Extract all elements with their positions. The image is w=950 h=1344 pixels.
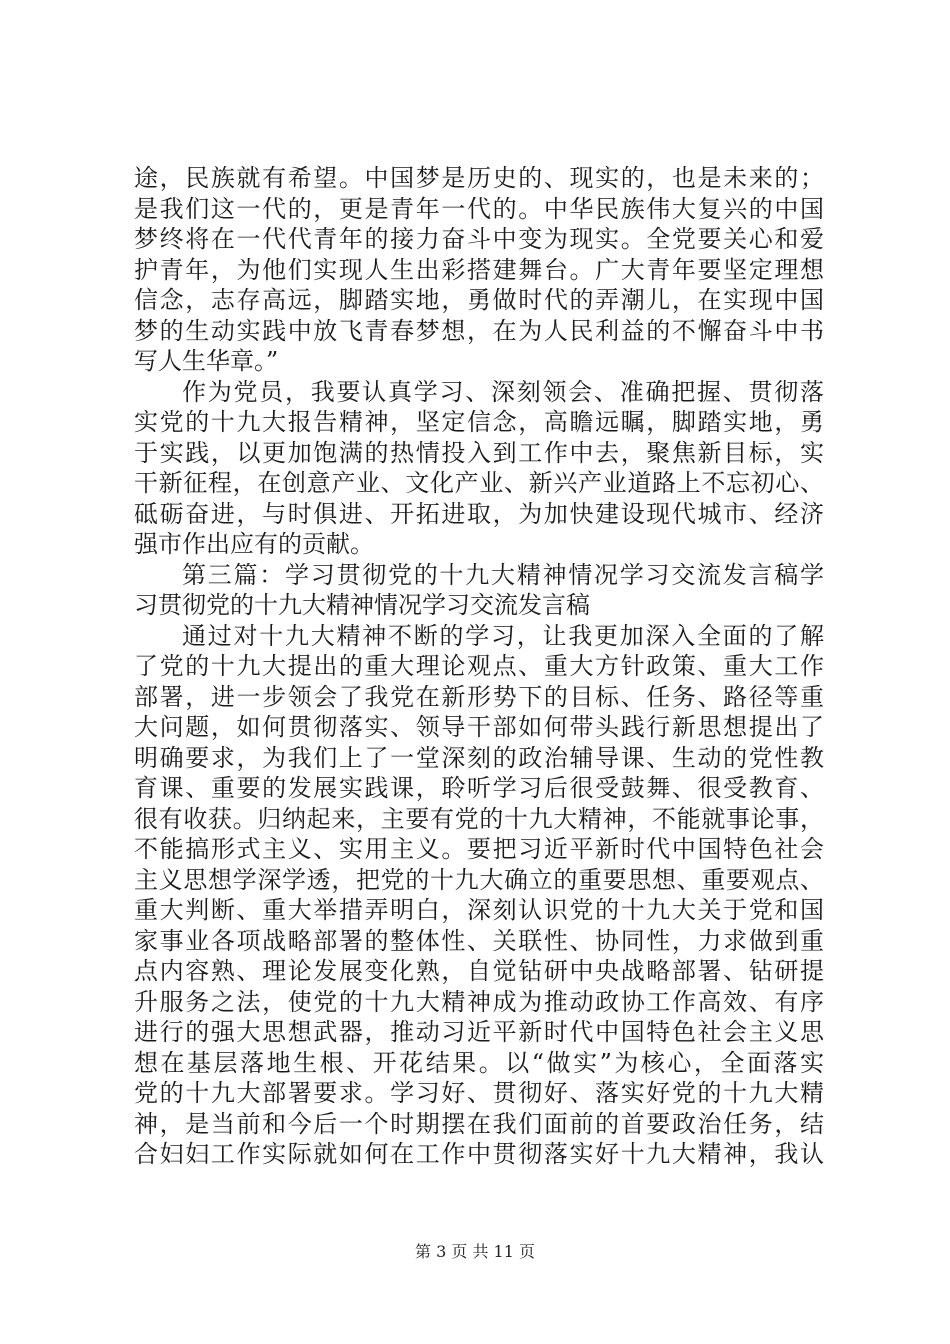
text-line: 梦终将在一代代青年的接力奋斗中变为现实。全党要关心和爱 — [134, 225, 824, 253]
text-line: 第三篇：学习贯彻党的十九大精神情况学习交流发言稿学 — [182, 560, 824, 589]
text-line: 强市作出应有的贡献。 — [134, 530, 374, 558]
text-line: 不能搞形式主义、实用主义。要把习近平新时代中国特色社会 — [134, 835, 824, 863]
text-line: 于实践，以更加饱满的热情投入到工作中去，聚焦新目标，实 — [134, 438, 824, 467]
text-line: 升服务之法，使党的十九大精神成为推动政协工作高效、有序 — [134, 987, 824, 1016]
text-line: 进行的强大思想武器，推动习近平新时代中国特色社会主义思 — [134, 1018, 824, 1046]
text-line: 家事业各项战略部署的整体性、关联性、协同性，力求做到重 — [134, 926, 824, 955]
text-line: 党的十九大部署要求。学习好、贯彻好、落实好党的十九大精 — [134, 1079, 824, 1107]
text-line: 是我们这一代的，更是青年一代的。中华民族伟大复兴的中国 — [134, 194, 824, 223]
text-line: 途，民族就有希望。中国梦是历史的、现实的，也是未来的； — [134, 164, 824, 192]
text-line: 习贯彻党的十九大精神情况学习交流发言稿 — [134, 591, 590, 619]
text-line: 点内容熟、理论发展变化熟，自觉钻研中央战略部署、钻研提 — [134, 957, 824, 985]
text-line: 实党的十九大报告精神，坚定信念，高瞻远瞩，脚踏实地，勇 — [134, 408, 824, 436]
text-line: 信念，志存高远，脚踏实地，勇做时代的弄潮儿，在实现中国 — [134, 286, 824, 314]
text-line: 通过对十九大精神不断的学习，让我更加深入全面的了解 — [182, 621, 824, 650]
text-line: 砥砺奋进，与时俱进、开拓进取，为加快建设现代城市、经济 — [134, 499, 824, 528]
text-line: 想在基层落地生根、开花结果。以“做实”为核心，全面落实 — [134, 1048, 824, 1077]
text-line: 部署，进一步领会了我党在新形势下的目标、任务、路径等重 — [134, 682, 824, 711]
text-line: 主义思想学深学透，把党的十九大确立的重要思想、重要观点、 — [134, 865, 824, 894]
text-line: 大问题，如何贯彻落实、领导干部如何带头践行新思想提出了 — [134, 713, 824, 741]
text-line: 梦的生动实践中放飞青春梦想，在为人民利益的不懈奋斗中书 — [134, 316, 824, 345]
text-line: 了党的十九大提出的重大理论观点、重大方针政策、重大工作 — [134, 652, 824, 680]
text-line: 育课、重要的发展实践课，聆听学习后很受鼓舞、很受教育、 — [134, 774, 824, 802]
text-line: 作为党员，我要认真学习、深刻领会、准确把握、贯彻落 — [182, 377, 824, 406]
text-line: 明确要求，为我们上了一堂深刻的政治辅导课、生动的党性教 — [134, 743, 824, 772]
text-line: 合妇妇工作实际就如何在工作中贯彻落实好十九大精神，我认 — [134, 1140, 824, 1168]
text-line: 干新征程，在创意产业、文化产业、新兴产业道路上不忘初心、 — [134, 469, 824, 497]
text-line: 写人生华章。” — [134, 347, 279, 375]
text-line: 重大判断、重大举措弄明白，深刻认识党的十九大关于党和国 — [134, 896, 824, 924]
page-footer: 第 3 页 共 11 页 — [415, 1242, 535, 1261]
text-line: 很有收获。归纳起来，主要有党的十九大精神，不能就事论事， — [134, 804, 824, 833]
text-line: 神，是当前和今后一个时期摆在我们面前的首要政治任务，结 — [134, 1109, 824, 1138]
text-line: 护青年，为他们实现人生出彩搭建舞台。广大青年要坚定理想 — [134, 255, 824, 284]
document-body — [134, 163, 824, 1170]
